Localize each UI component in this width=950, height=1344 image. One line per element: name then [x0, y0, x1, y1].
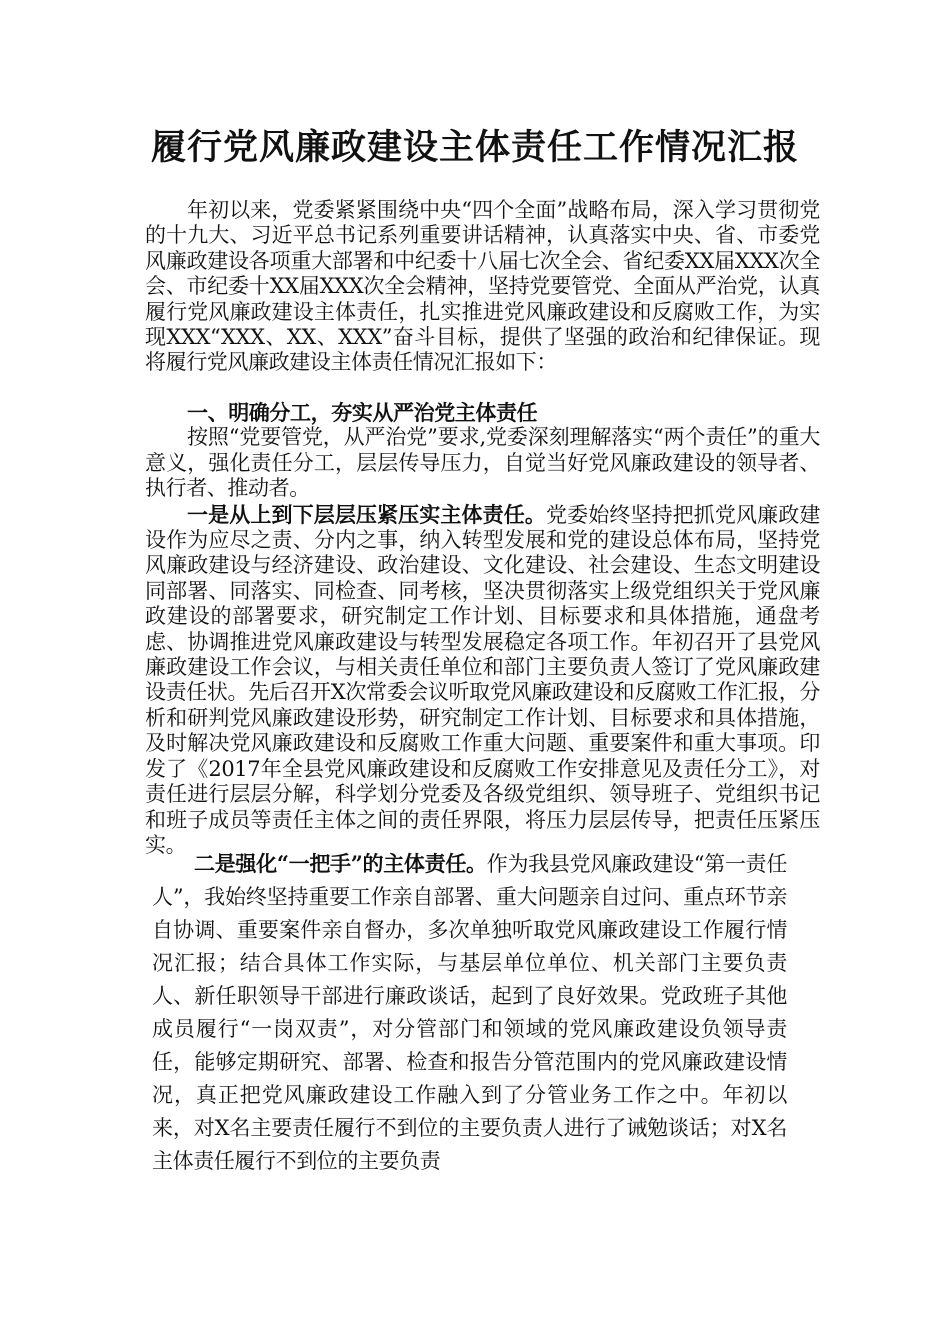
section-1-block	[145, 400, 820, 858]
item-2-lead: 二是强化“一把手”的主体责任。	[194, 851, 487, 876]
section-1-heading: 一、明确分工，夯实从严治党主体责任	[187, 400, 538, 425]
item-2-paragraph	[152, 847, 787, 1178]
item-2-text: 作为我县党风廉政建设“第一责任人”，我始终坚持重要工作亲自部署、重大问题亲自过问、重点环节亲自协调、重要案件亲自督办，多次单独听取党风廉政建设工作履行情况汇报；结合具体工作实际，与基层单位单位、机关部门主要负责人、新任职领导干部进行廉政谈话，起到了良好效果。党政班子其他成员履行“一岗双责”，对分管部门和领域的党风廉政建设负领导责任，能够定期研究、部署、检查和报告分管范围内的党风廉政建设情况，真正把党风廉政建设工作融入到了分管业务工作之中。年初以来，对X名主要责任履行不到位的主要负责人进行了诫勉谈话；对X名主体责任履行不到位的主要负责	[152, 852, 787, 1173]
item-1-text: 党委始终坚持把抓党风廉政建设作为应尽之责、分内之事，纳入转型发展和党的建设总体布局，坚持党风廉政建设与经济建设、政治建设、文化建设、社会建设、生态文明建设同部署、同落实、同检查、同考核，坚决贯彻落实上级党组织关于党风廉政建设的部署要求，研究制定工作计划、目标要求和具体措施，通盘考虑、协调推进党风廉政建设与转型发展稳定各项工作。年初召开了县党风廉政建设工作会议，与相关责任单位和部门主要负责人签订了党风廉政建设责任状。先后召开X次常委会议听取党风廉政建设和反腐败工作汇报，分析和研判党风廉政建设形势，研究制定工作计划、目标要求和具体措施，及时解决党风廉政建设和反腐败工作重大问题、重要案件和重大事项。印发了《2017年全县党风廉政建设和反腐败工作安排意见及责任分工》，对责任进行层层分解，科学划分党委及各级党组织、领导班子、党组织书记和班子成员等责任主体之间的责任界限，将压力层层传导，把责任压紧压实。	[145, 502, 820, 857]
intro-paragraph: 年初以来，党委紧紧围绕中央“四个全面”战略布局，深入学习贯彻党的十九大、习近平总书记系列重要讲话精神，认真落实中央、省、市委党风廉政建设各项重大部署和中纪委十八届七次全会、省纪委XX届XXX次全会、市纪委十XX届XXX次全会精神，坚持党要管党、全面从严治党，认真履行党风廉政建设主体责任，扎实推进党风廉政建设和反腐败工作，为实现XXX“XXX、XX、XXX”奋斗目标，提供了坚强的政治和纪律保证。现将履行党风廉政建设主体责任情况汇报如下：	[145, 198, 820, 375]
item-1-lead: 一是从上到下层层压紧压实主体责任。	[187, 501, 546, 527]
intro-block	[145, 198, 820, 376]
section-1-paragraph: 按照“党要管党，从严治党”要求,党委深刻理解落实“两个责任”的重大意义，强化责任分工，层层传导压力，自觉当好党风廉政建设的领导者、执行者、推动者。	[145, 425, 820, 501]
item-1-paragraph	[145, 502, 820, 859]
item-2-block	[152, 847, 787, 1178]
document-title: 履行党风廉政建设主体责任工作情况汇报	[150, 127, 799, 168]
